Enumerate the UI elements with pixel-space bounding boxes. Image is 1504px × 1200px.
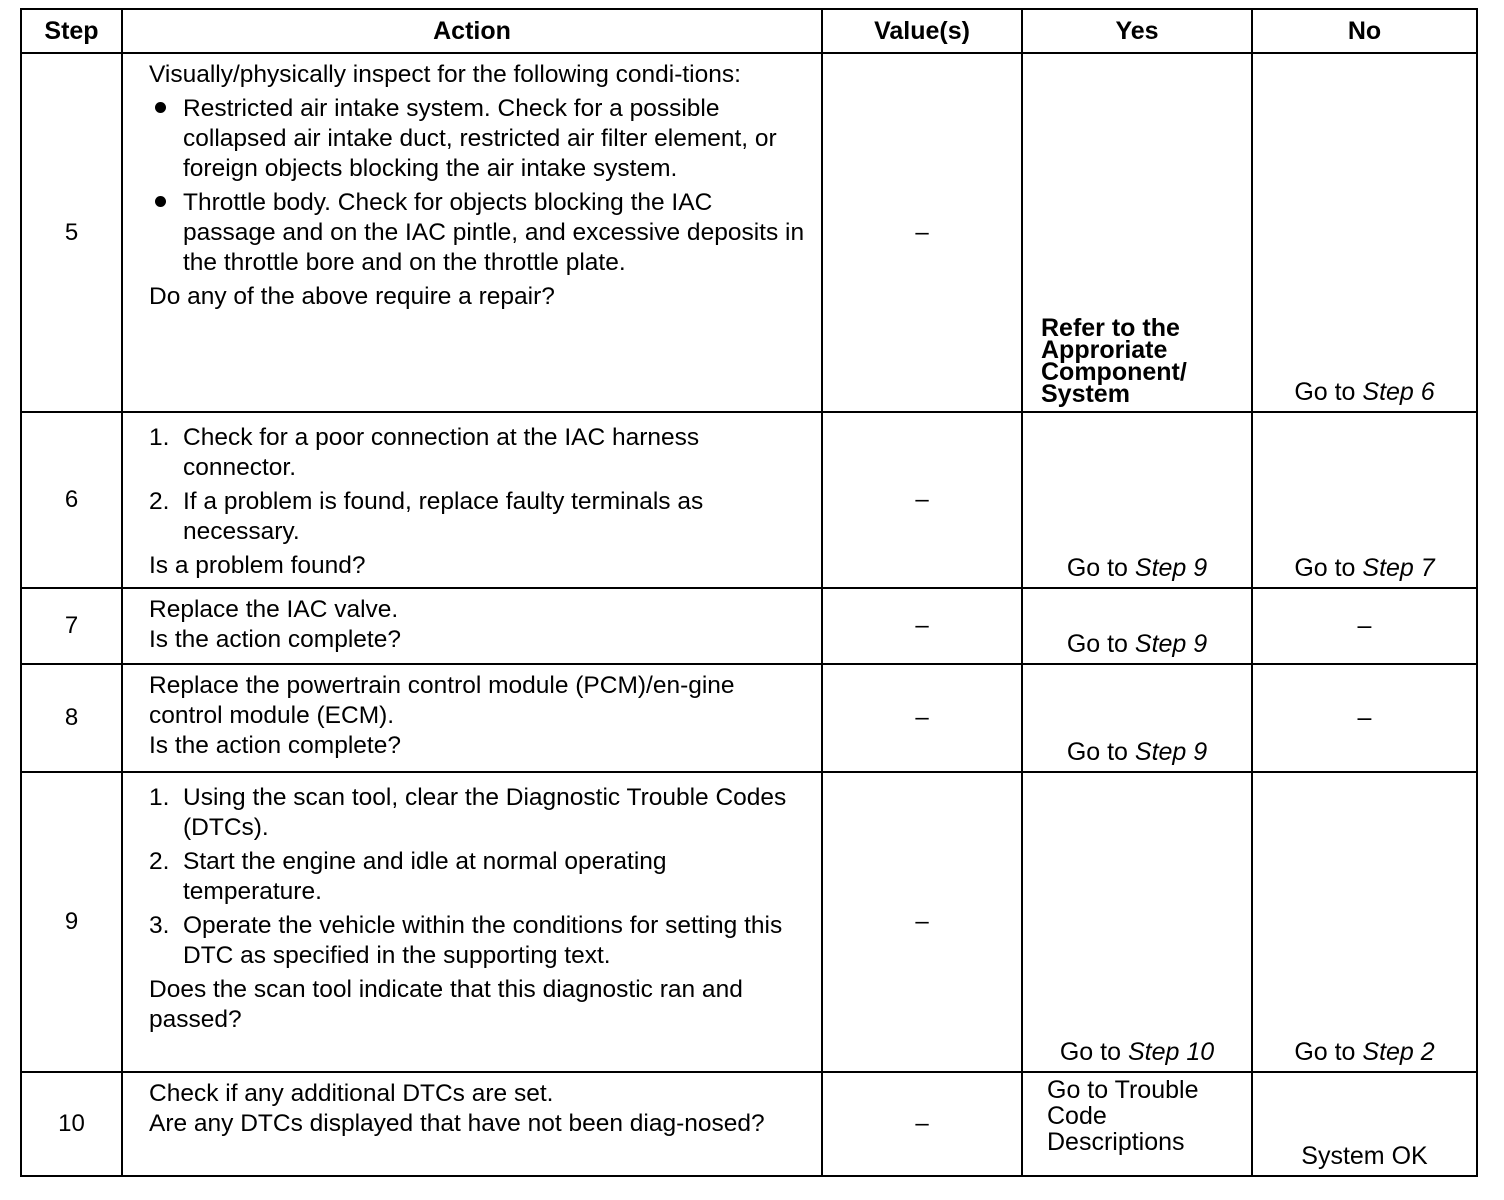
header-step: Step [21,9,122,53]
no-prefix: Go to [1294,378,1363,406]
table-row-step-5 [21,53,1477,412]
yes-cell [1022,1072,1252,1176]
yes-prefix: Go to [1066,738,1135,766]
yes-step-link: Step 9 [1134,630,1208,658]
list-item [149,911,807,971]
list-item [149,188,807,278]
yes-cell [1022,772,1252,1072]
table-row-step-10 [21,1072,1477,1176]
no-step-link: Step 6 [1362,378,1435,406]
action-line: Check if any additional DTCs are set. [149,1080,554,1107]
diagnostic-table [20,8,1478,1177]
yes-cell [1022,412,1252,588]
yes-step-link: Step 9 [1134,738,1208,766]
no-cell [1252,772,1477,1072]
item-text: Using the scan tool, clear the Diagnostic Trouble Codes (DTCs). [183,784,787,841]
yes-cell [1022,664,1252,772]
value-cell: – [822,772,1022,1072]
table-row-step-7 [21,588,1477,664]
action-cell [122,664,822,772]
item-text: Operate the vehicle within the conditions for setting this DTC as specified in the supporting text. [183,912,783,969]
no-cell [1252,53,1477,412]
header-values: Value(s) [822,9,1022,53]
table-row-step-9 [21,772,1477,1072]
no-cell [1252,1072,1477,1176]
header-no: No [1252,9,1477,53]
no-step-link: Step 7 [1362,554,1435,582]
no-prefix: Go to [1294,554,1363,582]
item-text: Start the engine and idle at normal operating temperature. [183,848,667,905]
item-number: 1. [149,784,170,811]
yes-text: Refer to the Approriate Component/ System [1041,314,1187,408]
action-question: Is a problem found? [149,552,366,579]
no-cell [1252,412,1477,588]
yes-step-link: Step 9 [1134,554,1208,582]
no-step-link: Step 2 [1362,1038,1435,1066]
action-cell [122,412,822,588]
step-number: 5 [21,53,122,412]
step-number: 8 [21,664,122,772]
bullet-icon [155,102,166,113]
no-text: – [1357,703,1372,732]
action-question: Is the action complete? [149,626,401,653]
value-cell: – [822,588,1022,664]
no-text: System OK [1301,1142,1428,1170]
no-cell [1252,664,1477,772]
bullet-text: Throttle body. Check for objects blocking the IAC passage and on the IAC pintle, and excessive deposits in the throttle bore and on the throttle plate. [183,189,805,276]
action-question: Does the scan tool indicate that this diagnostic ran and passed? [149,976,743,1033]
list-item [149,423,807,483]
action-question: Are any DTCs displayed that have not been diag-nosed? [149,1110,765,1137]
bullet-icon [155,196,166,207]
action-cell [122,1072,822,1176]
value-cell: – [822,1072,1022,1176]
list-item [149,94,807,184]
action-cell [122,588,822,664]
step-number: 9 [21,772,122,1072]
step-number: 7 [21,588,122,664]
value-cell: – [822,664,1022,772]
item-text: Check for a poor connection at the IAC harness connector. [183,424,700,481]
yes-prefix: Go to [1066,554,1135,582]
no-prefix: Go to [1294,1038,1363,1066]
list-item [149,487,807,547]
list-item [149,783,807,843]
header-yes: Yes [1022,9,1252,53]
action-cell [122,53,822,412]
item-text: If a problem is found, replace faulty terminals as necessary. [183,488,704,545]
no-cell [1252,588,1477,664]
table-row-step-8 [21,664,1477,772]
step-number: 10 [21,1072,122,1176]
bullet-text: Restricted air intake system. Check for a possible collapsed air intake duct, restricted air filter element, or foreign objects blocking the air intake system. [183,95,777,182]
no-text: – [1357,611,1372,640]
list-item [149,847,807,907]
action-line: Replace the powertrain control module (PCM)/en-gine control module (ECM). [149,672,735,729]
yes-prefix: Go to [1066,630,1135,658]
action-cell [122,772,822,1072]
header-action: Action [122,9,822,53]
action-question: Is the action complete? [149,732,401,759]
value-cell: – [822,53,1022,412]
action-question: Do any of the above require a repair? [149,283,555,310]
item-number: 1. [149,424,170,451]
action-line: Replace the IAC valve. [149,596,399,623]
yes-prefix: Go to [1059,1038,1128,1066]
step-number: 6 [21,412,122,588]
action-intro: Visually/physically inspect for the following condi-tions: [149,61,741,88]
yes-step-link: Step 10 [1127,1038,1215,1066]
item-number: 3. [149,912,170,939]
header-row [21,9,1477,53]
yes-text: Go to Trouble Code Descriptions [1047,1076,1199,1156]
value-cell: – [822,412,1022,588]
item-number: 2. [149,488,170,515]
table-row-step-6 [21,412,1477,588]
yes-cell [1022,53,1252,412]
yes-cell [1022,588,1252,664]
item-number: 2. [149,848,170,875]
